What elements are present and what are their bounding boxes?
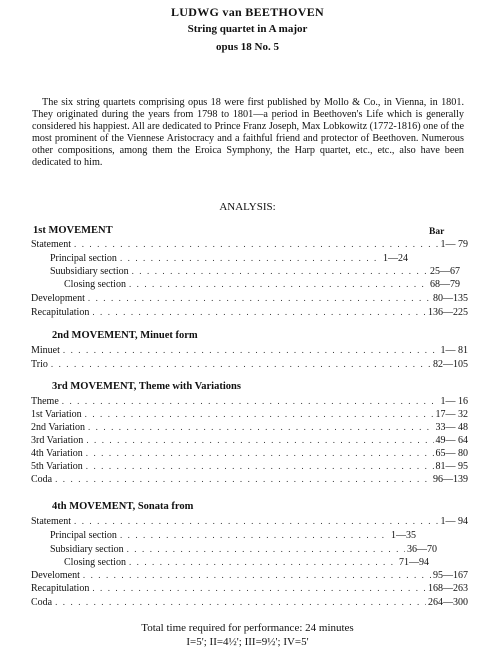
row-label: Coda (31, 597, 53, 608)
row-bars: 33— 48 (435, 422, 468, 433)
row-bars: 82—105 (433, 359, 468, 370)
movement-1-title: 1st MOVEMENT (33, 225, 113, 236)
row-bars: 1— 81 (440, 345, 468, 356)
movement-4-row-principal (50, 529, 416, 542)
leader-dots (55, 596, 426, 609)
row-bars: 36—70 (407, 544, 437, 555)
leader-dots (88, 421, 434, 434)
row-bars: 1— 94 (440, 516, 468, 527)
row-bars: 25—67 (430, 266, 460, 277)
leader-dots (86, 434, 433, 447)
row-bars: 68—79 (430, 279, 460, 290)
row-label: Recapitulation (31, 583, 90, 594)
movement-4-row-coda (31, 596, 468, 609)
movement-1-row-principal (50, 252, 408, 265)
movement-4-row-recapitulation (31, 582, 468, 595)
row-label: Statement (31, 239, 71, 250)
leader-dots (55, 473, 431, 486)
row-label: Recapitulation (31, 307, 90, 318)
row-label: Closing section (64, 279, 126, 290)
leader-dots (62, 395, 439, 408)
row-label: Subsidiary section (50, 544, 124, 555)
row-bars: 81— 95 (435, 461, 468, 472)
leader-dots (92, 582, 426, 595)
leader-dots (86, 447, 434, 460)
row-label: Coda (31, 474, 53, 485)
leader-dots (85, 408, 434, 421)
movement-3-row-theme (31, 395, 468, 408)
movement-durations: I=5'; II=4½'; III=9½'; IV=5' (186, 636, 309, 648)
movement-1-row-closing (64, 278, 460, 291)
movement-1-row-development (31, 292, 468, 305)
work-title: String quartet in A major (187, 23, 308, 35)
row-bars: 1—24 (383, 253, 408, 264)
bar-column-label: Bar (429, 227, 445, 237)
row-label: Closing section (64, 557, 126, 568)
leader-dots (127, 543, 405, 556)
row-bars: 80—135 (433, 293, 468, 304)
movement-2-row-minuet (31, 344, 468, 357)
row-label: 2nd Variation (31, 422, 85, 433)
row-label: Trio (31, 359, 48, 370)
leader-dots (120, 252, 381, 265)
leader-dots (129, 278, 428, 291)
movement-3-title: 3rd MOVEMENT, Theme with Variations (52, 381, 241, 392)
row-bars: 168—263 (428, 583, 468, 594)
row-label: Minuet (31, 345, 60, 356)
composer-title: LUDWG van BEETHOVEN (170, 5, 325, 19)
row-bars: 1— 16 (440, 396, 468, 407)
movement-1-row-recapitulation (31, 306, 468, 319)
movement-1-row-subsidiary (50, 265, 460, 278)
movement-4-row-closing (64, 556, 429, 569)
row-bars: 136—225 (428, 307, 468, 318)
row-label: Principal section (50, 253, 117, 264)
leader-dots (132, 265, 428, 278)
leader-dots (88, 292, 431, 305)
opus-number: opus 18 No. 5 (216, 41, 279, 53)
row-label: 5th Variation (31, 461, 83, 472)
row-bars: 96—139 (433, 474, 468, 485)
row-bars: 49— 64 (435, 435, 468, 446)
row-label: 3rd Variation (31, 435, 84, 446)
row-label: Theme (31, 396, 59, 407)
leader-dots (63, 344, 439, 357)
leader-dots (74, 515, 439, 528)
row-bars: 1—35 (391, 530, 416, 541)
row-bars: 65— 80 (435, 448, 468, 459)
row-bars: 95—167 (433, 570, 468, 581)
performance-time: Total time required for performance: 24 minutes (141, 622, 354, 634)
movement-3-row-coda (31, 473, 468, 486)
row-label: 1st Variation (31, 409, 82, 420)
movement-3-row-variation-2 (31, 421, 468, 434)
movement-2-title: 2nd MOVEMENT, Minuet form (52, 330, 198, 341)
intro-paragraph: The six string quartets comprising opus 18 were first published by Mollo & Co., in Vienna, in 1801. They originated during the years from 1798 to 1801—a period in Beethoven's Life which is generally considered his happiest. All are dedicated to Prince Franz Joseph, Max Lobkowitz (1772-1816) one of the most prominent of the Viennese Aristocracy and a faithful friend and protector of Beethoven. Numerous other compositions, among them the Eroica Symphony, the Harp quartet, etc., etc., also have been dedicated to him. (32, 97, 464, 168)
leader-dots (86, 460, 434, 473)
movement-4-row-subsidiary (50, 543, 437, 556)
row-label: Statement (31, 516, 71, 527)
row-bars: 264—300 (428, 597, 468, 608)
row-label: 4th Variation (31, 448, 83, 459)
row-bars: 1— 79 (440, 239, 468, 250)
leader-dots (129, 556, 397, 569)
row-label: Development (31, 293, 85, 304)
movement-4-row-statement (31, 515, 468, 528)
row-label: Suubsidiary section (50, 266, 129, 277)
movement-1-row-statement (31, 238, 468, 251)
movement-4-title: 4th MOVEMENT, Sonata from (52, 501, 194, 512)
row-label: Principal section (50, 530, 117, 541)
analysis-heading: ANALYSIS: (219, 201, 276, 213)
movement-3-row-variation-5 (31, 460, 468, 473)
movement-2-row-trio (31, 358, 468, 371)
row-bars: 17— 32 (435, 409, 468, 420)
movement-4-row-development (31, 569, 468, 582)
movement-3-row-variation-1 (31, 408, 468, 421)
leader-dots (92, 306, 426, 319)
row-label: Develoment (31, 570, 80, 581)
leader-dots (74, 238, 439, 251)
leader-dots (83, 569, 431, 582)
leader-dots (120, 529, 389, 542)
movement-3-row-variation-4 (31, 447, 468, 460)
leader-dots (51, 358, 431, 371)
row-bars: 71—94 (399, 557, 429, 568)
movement-3-row-variation-3 (31, 434, 468, 447)
